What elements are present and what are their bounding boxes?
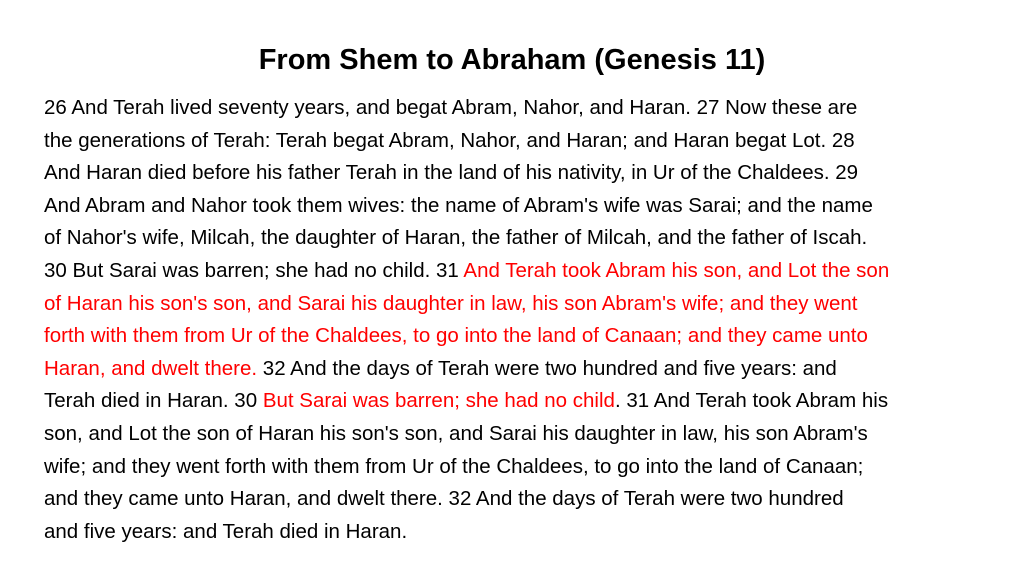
passage-text: son, and Lot the son of Haran his son's son, and Sarai his daughter in law, his son Abram's bbox=[44, 421, 868, 445]
passage-line bbox=[44, 222, 1004, 255]
highlighted-text: Haran, and dwelt there. bbox=[44, 356, 258, 380]
passage-text: 30 But Sarai was barren; she had no child. 31 bbox=[44, 258, 464, 282]
passage-text: and five years: and Terah died in Haran. bbox=[44, 519, 408, 543]
passage-line bbox=[44, 92, 1004, 125]
scripture-passage bbox=[44, 92, 1004, 548]
passage-text: and they came unto Haran, and dwelt there. 32 And the days of Terah were two hundred bbox=[44, 487, 844, 511]
passage-text: wife; and they went forth with them from Ur of the Chaldees, to go into the land of Canaan; bbox=[44, 454, 864, 478]
passage-line bbox=[44, 255, 1004, 288]
highlighted-text: forth with them from Ur of the Chaldees, to go into the land of Canaan; and they came unto bbox=[44, 324, 868, 348]
passage-text: And Haran died before his father Terah in the land of his nativity, in Ur of the Chaldees. 29 bbox=[44, 161, 859, 185]
passage-line bbox=[44, 385, 1004, 418]
passage-text: the generations of Terah: Terah begat Abram, Nahor, and Haran; and Haran begat Lot. 28 bbox=[44, 128, 855, 152]
highlighted-text: But Sarai was barren; she had no child bbox=[262, 389, 615, 413]
passage-line bbox=[44, 353, 1004, 386]
passage-line bbox=[44, 516, 1004, 549]
passage-text: Terah died in Haran. 30 bbox=[44, 389, 263, 413]
passage-line bbox=[44, 190, 1004, 223]
passage-line bbox=[44, 288, 1004, 321]
passage-line bbox=[44, 320, 1004, 353]
slide-title: From Shem to Abraham (Genesis 11) bbox=[258, 44, 766, 76]
passage-line bbox=[44, 157, 1004, 190]
passage-line bbox=[44, 483, 1004, 516]
highlighted-text: And Terah took Abram his son, and Lot the son bbox=[463, 258, 890, 282]
highlighted-text: of Haran his son's son, and Sarai his daughter in law, his son Abram's wife; and they went bbox=[44, 291, 858, 315]
passage-line bbox=[44, 451, 1004, 484]
passage-text: 32 And the days of Terah were two hundred and five years: and bbox=[257, 356, 837, 380]
passage-line bbox=[44, 125, 1004, 158]
passage-text: And Abram and Nahor took them wives: the name of Abram's wife was Sarai; and the name bbox=[44, 193, 873, 217]
passage-line bbox=[44, 418, 1004, 451]
passage-text: 26 And Terah lived seventy years, and begat Abram, Nahor, and Haran. 27 Now these are bbox=[44, 96, 858, 119]
passage-text: of Nahor's wife, Milcah, the daughter of Haran, the father of Milcah, and the father of Iscah. bbox=[44, 226, 868, 250]
passage-text: . 31 And Terah took Abram his bbox=[614, 389, 889, 413]
